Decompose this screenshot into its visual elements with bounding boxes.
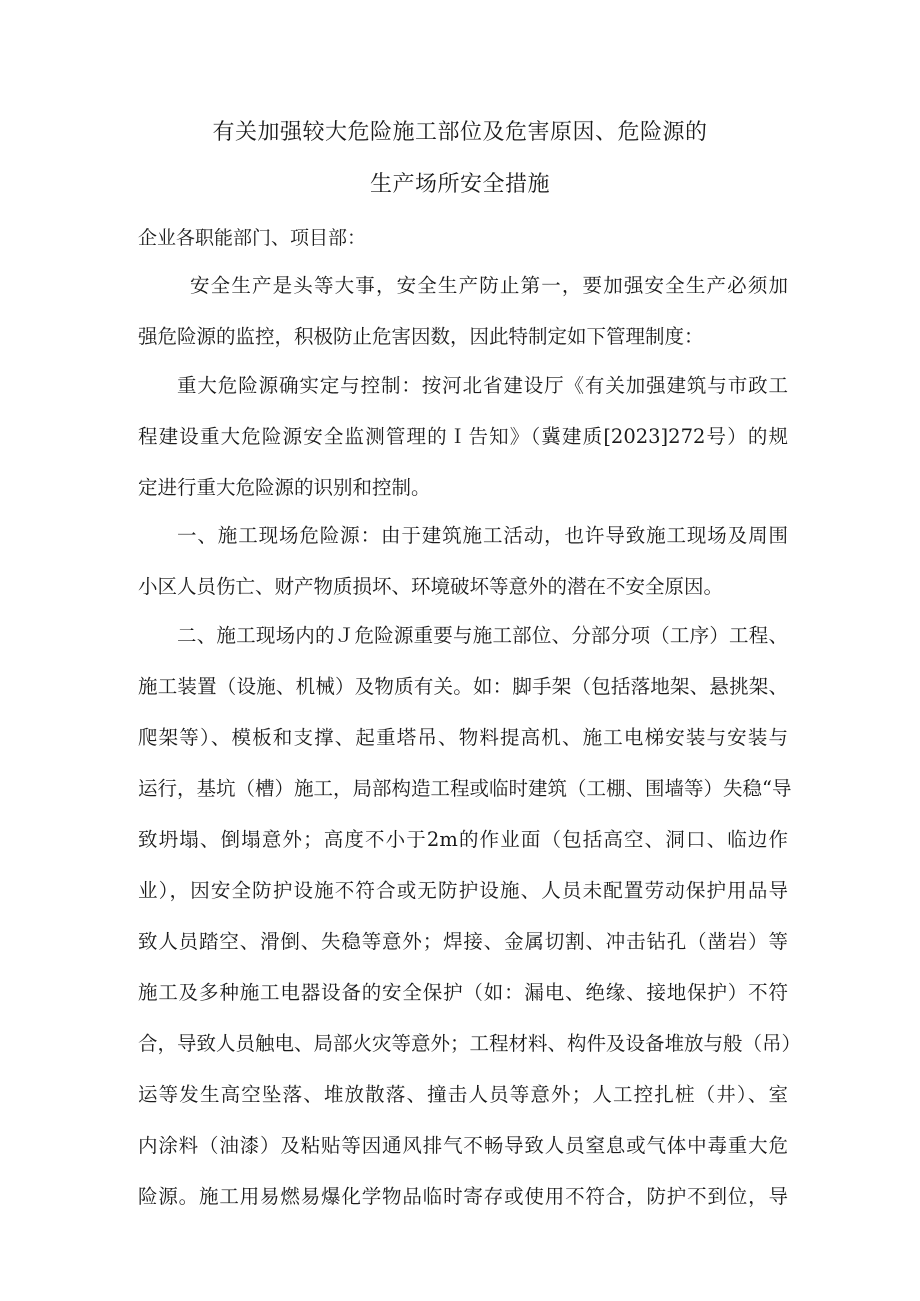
paragraph-line: 安全生产是头等大事，安全生产防止第一，要加强安全生产必须加 <box>190 274 788 297</box>
paragraph-line: 小区人员伤亡、财产物质损坏、环境破坏等意外的潜在不安全原因。 <box>138 575 724 598</box>
paragraph-line: 险源。施工用易燃易爆化学物品临时寄存或使用不符合，防护不到位，导 <box>138 1185 788 1208</box>
paragraph-4 <box>138 622 802 1234</box>
paragraph-line: 致人员踏空、滑倒、失稳等意外；焊接、金属切割、冲击钻孔（凿岩）等 <box>138 930 788 953</box>
paragraph-line: 内涂料（油漆）及粘贴等因通风排气不畅导致人员窒息或气体中毒重大危 <box>138 1134 788 1157</box>
paragraph-line: 强危险源的监控，积极防止危害因数，因此特制定如下管理制度： <box>138 325 704 348</box>
document-title-line-2: 生产场所安全措施 <box>369 172 550 197</box>
paragraph-line: 运等发生高空坠落、堆放散落、撞击人员等意外；人工控扎桩（井）、室 <box>138 1083 788 1106</box>
document-title-line-1: 有关加强较大危险施工部位及危害原因、危险源的 <box>212 120 708 145</box>
paragraph-3 <box>138 522 788 624</box>
paragraph-line: 程建设重大危险源安全监测管理的Ｉ告知》（冀建质[2023]272号）的规 <box>138 425 788 448</box>
paragraph-1 <box>138 272 788 374</box>
paragraph-line: 合，导致人员触电、局部火灾等意外；工程材料、构件及设备堆放与般（吊） <box>138 1032 802 1055</box>
paragraph-line: 业），因安全防护设施不符合或无防护设施、人员未配置劳动保护用品导 <box>138 879 788 902</box>
paragraph-line: 施工及多种施工电器设备的安全保护（如：漏电、绝缘、接地保护）不符 <box>138 981 788 1004</box>
addressee: 企业各职能部门、项目部： <box>138 227 367 249</box>
paragraph-line: 致坍塌、倒塌意外；高度不小于2m的作业面（包括高空、洞口、临边作 <box>138 828 788 851</box>
paragraph-line: 一、施工现场危险源：由于建筑施工活动，也许导致施工现场及周围 <box>177 524 788 547</box>
paragraph-line: 爬架等）、模板和支撑、起重塔吊、物料提高机、施工电梯安装与安装与 <box>138 726 788 749</box>
paragraph-2 <box>138 372 788 525</box>
paragraph-line: 重大危险源确实定与控制：按河北省建设厅《有关加强建筑与市政工 <box>177 374 788 397</box>
paragraph-line: 施工装置（设施、机械）及物质有关。如：脚手架（包括落地架、悬挑架、 <box>138 675 788 698</box>
paragraph-line: 二、施工现场内的Ｊ危险源重要与施工部位、分部分项（工序）工程、 <box>177 624 788 647</box>
paragraph-line: 定进行重大危险源的识别和控制。 <box>138 476 431 499</box>
paragraph-line: 运行，基坑（槽）施工，局部构造工程或临时建筑（工棚、围墙等）失稳“导 <box>138 777 792 800</box>
